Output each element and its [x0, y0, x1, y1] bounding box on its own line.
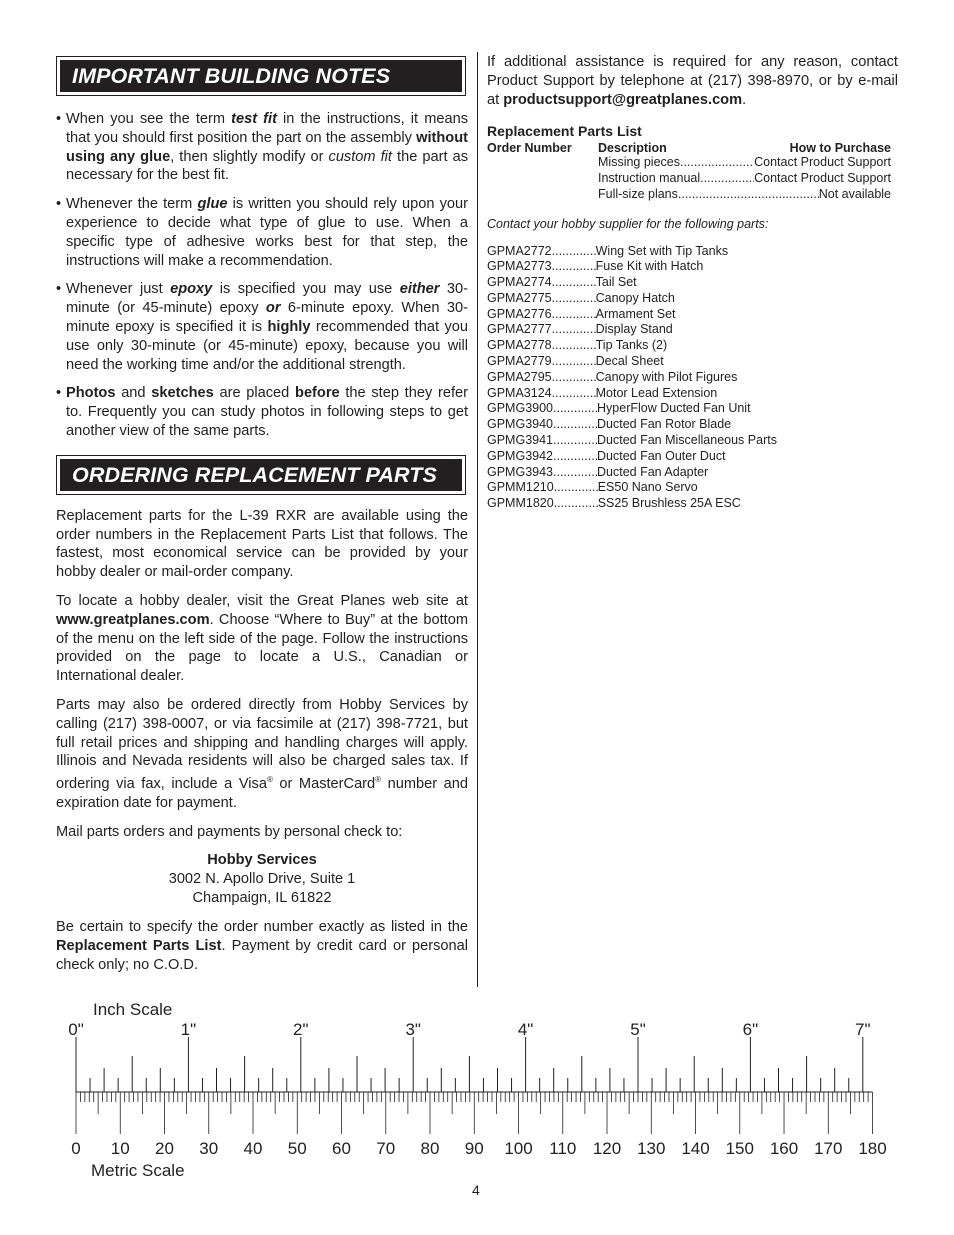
part-description: Fuse Kit with Hatch — [595, 259, 704, 274]
part-description: HyperFlow Ducted Fan Unit — [597, 401, 751, 416]
part-description: Wing Set with Tip Tanks — [595, 243, 729, 258]
part-number: GPMA3124 — [487, 385, 552, 400]
part-number: GPMG3943 — [487, 464, 554, 479]
inch-scale-title: Inch Scale — [93, 1000, 173, 1019]
ordering-direct: Parts may also be ordered directly from Hobby Services by calling (217) 398-0007, or via facsimile at (217) 398-7721, but full retail prices and shipping and handling charges will apply. Illinois and Nevada residents will also be charged sales tax. If ordering via fax, include a Visa® or MasterCard® number and expiration date for payment. — [56, 696, 469, 811]
part-row — [487, 480, 898, 496]
part-description: Canopy with Pilot Figures — [595, 369, 738, 384]
part-description: Tail Set — [595, 275, 637, 290]
part-row — [487, 338, 898, 354]
ordering-note: Be certain to specify the order number exactly as listed in the Replacement Parts List. Payment by credit card or personal check only; no C.O.D. — [56, 919, 469, 973]
metric-label: 30 — [199, 1139, 219, 1158]
mailing-address: Hobby Services 3002 N. Apollo Drive, Suite 1 Champaign, IL 61822 — [168, 852, 356, 907]
note-photos: • Photos and sketches are placed before the step they refer to. Frequently you can study photos in following steps to get another view of the same parts. — [56, 384, 468, 440]
metric-label: 160 — [769, 1139, 799, 1158]
metric-label: 120 — [592, 1139, 622, 1158]
note-glue: • Whenever the term glue is written you should rely upon your experience to decide what type of glue to use. When a specific type of adhesive works best for that step, the instructions will make a recommendation. — [56, 195, 468, 270]
part-number: GPMA2776 — [487, 306, 552, 321]
part-description: Ducted Fan Adapter — [597, 464, 709, 479]
metric-label: 70 — [376, 1139, 396, 1158]
part-number: GPMG3900 — [487, 401, 554, 416]
metric-scale-title: Metric Scale — [91, 1161, 185, 1180]
part-description: Ducted Fan Miscellaneous Parts — [597, 433, 777, 448]
part-row — [487, 433, 898, 449]
column-divider — [477, 52, 478, 987]
support-email-link[interactable]: productsupport@greatplanes.com — [503, 91, 743, 108]
metric-label: 180 — [858, 1139, 887, 1158]
purchase-info-row: Instruction manual ..... Contact Product Support — [598, 171, 891, 187]
part-description: Ducted Fan Rotor Blade — [597, 417, 732, 432]
part-row — [487, 354, 898, 370]
purchase-info-rows — [487, 155, 898, 202]
part-row — [487, 244, 898, 260]
support-paragraph: If additional assistance is required for any reason, contact Product Support by telephone at (217) 398-8970, or by e-mail at productsupport@greatplanes.com. — [487, 54, 898, 108]
part-number: GPMA2773 — [487, 259, 552, 274]
metric-label: 10 — [110, 1139, 130, 1158]
scale-ruler — [0, 995, 954, 1185]
ordering-mail: Mail parts orders and payments by personal check to: — [56, 823, 403, 840]
building-notes-list — [56, 110, 468, 441]
part-description: Decal Sheet — [595, 354, 664, 369]
contact-note: Contact your hobby supplier for the following parts: — [487, 216, 769, 231]
right-column — [487, 53, 898, 512]
part-number: GPMA2778 — [487, 338, 552, 353]
part-number: GPMA2777 — [487, 322, 552, 337]
parts-list — [487, 244, 898, 513]
metric-label: 140 — [681, 1139, 710, 1158]
part-row — [487, 291, 898, 307]
part-description: Display Stand — [595, 322, 673, 337]
note-test-fit: • When you see the term test fit in the instructions, it means that you should first position the part on the assembly without using any glue, then slightly modify or custom fit the part as necessary for the best fit. — [56, 110, 468, 185]
inch-label: 7" — [855, 1020, 871, 1039]
part-description: Tip Tanks (2) — [595, 338, 668, 353]
part-number: GPMG3941 — [487, 433, 554, 448]
part-description: Canopy Hatch — [595, 290, 675, 305]
metric-label: 20 — [155, 1139, 174, 1158]
metric-label: 90 — [464, 1139, 484, 1158]
part-row — [487, 386, 898, 402]
part-description: Ducted Fan Outer Duct — [597, 448, 726, 463]
part-number: GPMA2772 — [487, 243, 552, 258]
part-row — [487, 417, 898, 433]
page-number: 4 — [472, 1182, 480, 1198]
metric-label: 110 — [549, 1139, 577, 1158]
part-number: GPMM1210 — [487, 480, 554, 495]
part-row — [487, 275, 898, 291]
part-number: GPMA2774 — [487, 275, 552, 290]
purchase-info-row: Full-size plans ..... Not available — [598, 187, 891, 203]
inch-label: 0" — [68, 1020, 84, 1039]
part-row — [487, 401, 898, 417]
part-description: Armament Set — [595, 306, 676, 321]
part-description: ES50 Nano Servo — [597, 480, 698, 495]
part-description: Motor Lead Extension — [595, 385, 718, 400]
part-row — [487, 322, 898, 338]
part-row — [487, 259, 898, 275]
inch-label: 2" — [293, 1020, 309, 1039]
part-number: GPMG3942 — [487, 448, 554, 463]
inch-label: 1" — [180, 1020, 197, 1039]
inch-label: 5" — [630, 1020, 646, 1039]
metric-label: 170 — [814, 1139, 843, 1158]
inch-label: 3" — [405, 1020, 421, 1039]
ordering-banner — [56, 455, 466, 495]
inch-label: 4" — [517, 1020, 534, 1039]
part-row — [487, 307, 898, 323]
purchase-info-row: Missing pieces ..... Contact Product Support — [598, 155, 891, 171]
inch-label: 6" — [742, 1020, 759, 1039]
part-row — [487, 370, 898, 386]
building-notes-banner — [56, 56, 466, 96]
website-link[interactable]: www.greatplanes.com — [56, 611, 210, 628]
part-description: SS25 Brushless 25A ESC — [597, 496, 741, 511]
part-number: GPMA2795 — [487, 369, 552, 384]
part-number: GPMA2779 — [487, 354, 552, 369]
parts-list-title: Replacement Parts List — [487, 123, 642, 140]
parts-list-header: Order Number Description How to Purchase — [487, 141, 891, 156]
building-notes-title: IMPORTANT BUILDING NOTES — [60, 60, 462, 92]
metric-label: 60 — [332, 1139, 351, 1158]
ordering-intro: Replacement parts for the L-39 RXR are available using the order numbers in the Replacement Parts List that follows. The fastest, most economical service can be provided by your hobby dealer or mail-order company. — [56, 507, 468, 581]
part-number: GPMM1820 — [487, 496, 554, 511]
part-number: GPMG3940 — [487, 417, 554, 432]
metric-label: 40 — [243, 1139, 263, 1158]
metric-label: 50 — [287, 1139, 307, 1158]
metric-label: 0 — [71, 1139, 81, 1158]
note-epoxy: • Whenever just epoxy is specified you may use either 30-minute (or 45-minute) epoxy or 6-minute epoxy. When 30-minute epoxy is specified it is highly recommended that you use only 30-minute (or 45-minute) epoxy, because you will need the working time and/or the additional strength. — [56, 280, 468, 374]
part-row — [487, 496, 898, 512]
part-row — [487, 449, 898, 465]
part-row — [487, 465, 898, 481]
metric-label: 80 — [420, 1139, 440, 1158]
part-number: GPMA2775 — [487, 290, 552, 305]
metric-label: 130 — [637, 1139, 666, 1158]
ordering-dealer: To locate a hobby dealer, visit the Great Planes web site at www.greatplanes.com. Choose “Where to Buy” at the bottom of the menu on the left side of the page. Follow the instructions provided on the page to locate a U.S., Canadian or International dealer. — [56, 592, 468, 685]
left-column — [56, 56, 468, 975]
metric-label: 100 — [504, 1139, 533, 1158]
metric-label: 150 — [725, 1139, 754, 1158]
ordering-title: ORDERING REPLACEMENT PARTS — [60, 459, 462, 491]
